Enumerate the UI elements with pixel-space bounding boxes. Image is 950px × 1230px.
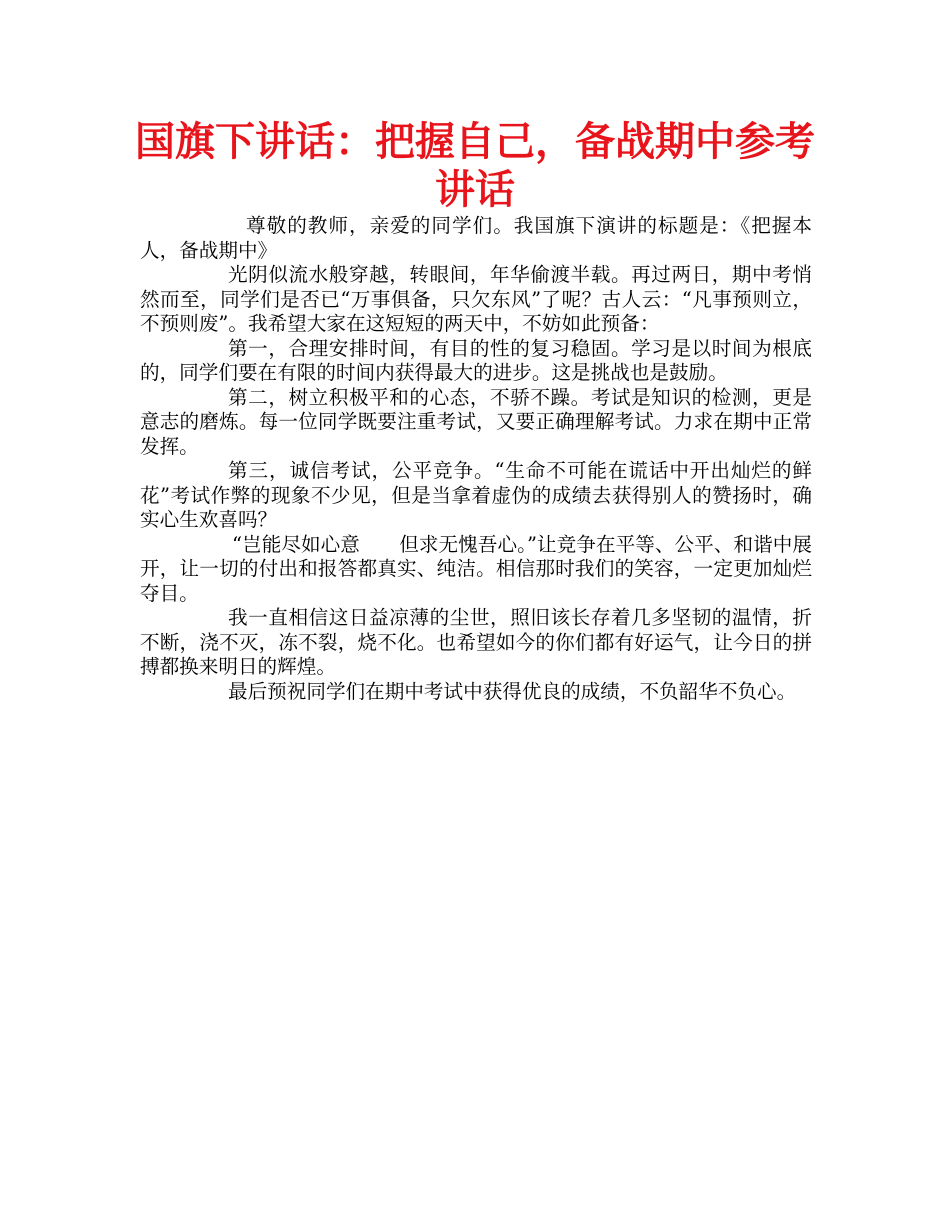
paragraph-second-point: 第二，树立积极平和的心态，不骄不躁。考试是知识的检测，更是意志的磨炼。每一位同学既要注重考试，又要正确理解考试。力求在期中正常发挥。 — [140, 385, 812, 458]
paragraph-intro: 光阴似流水般穿越，转眼间，年华偷渡半载。再过两日，期中考悄然而至，同学们是否已“万事俱备，只欠东风”了呢？古人云：“凡事预则立，不预则废”。我希望大家在这短短的两天中，不妨如此预备： — [140, 263, 812, 335]
paragraph-quote: “岂能尽如心意 但求无愧吾心。”让竞争在平等、公平、和谐中展开，让一切的付出和报答都真实、纯洁。相信那时我们的笑容，一定更加灿烂夺目。 — [140, 532, 812, 605]
paragraph-wishes: 我一直相信这日益凉薄的尘世，照旧该长存着几多坚韧的温情，折不断，浇不灭，冻不裂，烧不化。也希望如今的你们都有好运气，让今日的拼搏都换来明日的辉煌。 — [140, 606, 812, 678]
paragraph-greeting: 尊敬的教师，亲爱的同学们。我国旗下演讲的标题是：《把握本人，备战期中》 — [140, 214, 812, 262]
paragraph-closing: 最后预祝同学们在期中考试中获得优良的成绩，不负韶华不负心。 — [228, 679, 797, 703]
paragraph-third-point: 第三，诚信考试，公平竞争。“生命不可能在谎话中开出灿烂的鲜花”考试作弊的现象不少见，但是当拿着虚伪的成绩去获得别人的赞扬时，确实心生欢喜吗？ — [140, 459, 812, 531]
paragraph-first-point: 第一，合理安排时间，有目的性的复习稳固。学习是以时间为根底的，同学们要在有限的时间内获得最大的进步。这是挑战也是鼓励。 — [140, 336, 812, 384]
document-body — [140, 214, 812, 704]
document-title: 国旗下讲话：把握自己，备战期中参考讲话 — [135, 119, 815, 213]
